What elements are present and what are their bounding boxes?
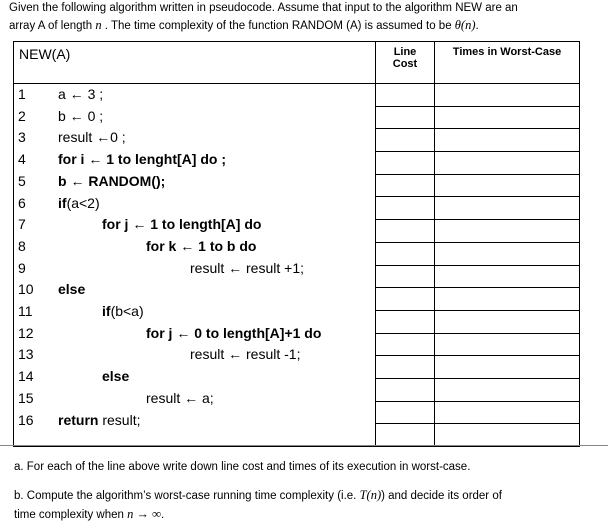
times-cell[interactable]: [435, 152, 580, 175]
times-cell[interactable]: [435, 333, 580, 356]
code-line: result ← result -1;: [190, 346, 301, 363]
code-line: result ←0 ;: [58, 129, 126, 146]
line-number: 12: [18, 324, 34, 341]
code-line: if(b<a): [102, 303, 144, 319]
question-a: a. For each of the line above write down line cost and times of its execution in worst-case.: [14, 461, 471, 473]
times-cell[interactable]: [435, 197, 580, 220]
line-number: 15: [18, 389, 34, 406]
line-number: 6: [18, 194, 26, 211]
line-number: 7: [18, 216, 26, 233]
cost-cell[interactable]: [376, 356, 435, 379]
code-line: for j ← 1 to length[A] do: [102, 216, 262, 233]
times-cell[interactable]: [435, 242, 580, 265]
times-cell[interactable]: [435, 424, 580, 447]
times-cell[interactable]: [435, 310, 580, 333]
line-number: 5: [18, 172, 26, 189]
times-cell[interactable]: [435, 220, 580, 243]
code-line: b ← RANDOM();: [58, 172, 166, 189]
code-line: return result;: [58, 411, 141, 428]
times-cell[interactable]: [435, 401, 580, 424]
cost-cell[interactable]: [376, 174, 435, 197]
line-number: 11: [18, 303, 33, 319]
divider: [0, 445, 608, 446]
cost-cell[interactable]: [376, 424, 435, 447]
code-line: result ← a;: [146, 389, 214, 406]
cost-cell[interactable]: [376, 197, 435, 220]
cost-cell[interactable]: [376, 84, 435, 107]
line-cost-header: Line Cost: [376, 42, 435, 84]
cost-cell[interactable]: [376, 310, 435, 333]
code-block: [14, 84, 376, 447]
intro-text: [9, 0, 601, 35]
line-number: 3: [18, 129, 26, 146]
cost-cell[interactable]: [376, 152, 435, 175]
intro-line-2: array A of length n . The time complexity of the function RANDOM (A) is assumed to be θ(n).: [9, 18, 479, 32]
cost-cell[interactable]: [376, 106, 435, 129]
cost-cell[interactable]: [376, 242, 435, 265]
line-number: 1: [18, 86, 26, 102]
code-line: result ← result +1;: [190, 259, 304, 276]
line-number: 8: [18, 237, 26, 254]
line-number: 4: [18, 151, 26, 168]
times-header: Times in Worst-Case: [435, 42, 580, 84]
times-cell[interactable]: [435, 106, 580, 129]
cost-cell[interactable]: [376, 288, 435, 311]
code-line: for k ← 1 to b do: [146, 237, 257, 254]
times-cell[interactable]: [435, 174, 580, 197]
times-cell[interactable]: [435, 356, 580, 379]
cost-cell[interactable]: [376, 333, 435, 356]
line-number: 14: [18, 368, 34, 385]
code-line: a ← 3 ;: [58, 86, 104, 102]
times-cell[interactable]: [435, 378, 580, 401]
table-title: NEW(A): [14, 42, 376, 84]
question-b: b. Compute the algorithm’s worst-case running time complexity (i.e. T(n)) and decide its order of time complexity when n → ∞.: [14, 488, 502, 521]
code-line: for i ← 1 to lenght[A] do ;: [58, 151, 227, 168]
line-number: 2: [18, 107, 26, 124]
times-cell[interactable]: [435, 265, 580, 288]
times-cell[interactable]: [435, 288, 580, 311]
line-number: 16: [18, 411, 34, 428]
code-line: for j ← 0 to length[A]+1 do: [146, 324, 322, 341]
code-line: b ← 0 ;: [58, 107, 104, 124]
line-number: 10: [18, 281, 34, 298]
code-line: if(a<2): [58, 194, 100, 211]
cost-cell[interactable]: [376, 220, 435, 243]
cost-cell[interactable]: [376, 265, 435, 288]
cost-cell[interactable]: [376, 401, 435, 424]
times-cell[interactable]: [435, 84, 580, 107]
line-number: 9: [18, 259, 26, 276]
algorithm-table: [13, 41, 579, 431]
line-number: 13: [18, 346, 34, 363]
code-line: else: [58, 281, 86, 298]
times-cell[interactable]: [435, 129, 580, 152]
cost-cell[interactable]: [376, 378, 435, 401]
intro-line-1: Given the following algorithm written in pseudocode. Assume that input to the algorithm NEW are an: [9, 2, 518, 14]
code-line: else: [102, 368, 130, 385]
cost-cell[interactable]: [376, 129, 435, 152]
